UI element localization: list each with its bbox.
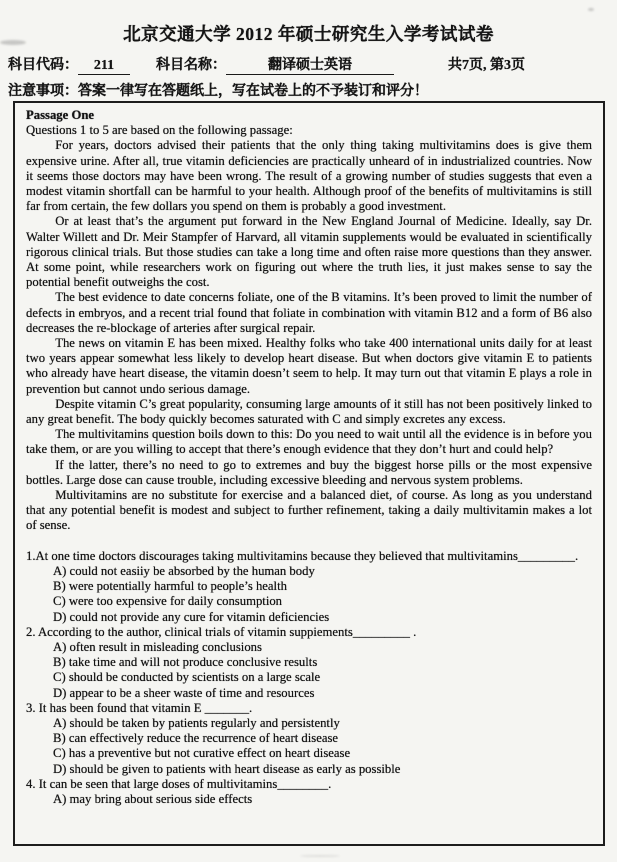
subject-code-label: 科目代码：	[8, 58, 78, 73]
notice-line	[0, 80, 617, 100]
question-option: B) can effectively reduce the recurrence of heart disease	[53, 731, 339, 746]
subject-name-label: 科目名称：	[156, 58, 226, 73]
page-title: 北京交通大学 2012 年硕士研究生入学考试试卷	[123, 24, 494, 44]
exam-content-box	[13, 101, 605, 846]
passage-paragraph: For years, doctors advised their patients that the only thing taking multivitamins does is give them expensive urine. After all, true vitamin deficiencies are practically unheard of in industrialized countries. Now it seems those doctors may have been wrong. The result of a growing number of studies suggests that even a modest vitamin shortfall can be harmful to your health. Although proof of the benefits of multivitamins is still far from certain, the few dollars you spend on them is probably a good investment.	[26, 138, 592, 214]
scan-artifact	[0, 40, 26, 45]
question-option: C) should be conducted by scientists on a large scale	[53, 670, 321, 685]
question-stem: 3. It has been found that vitamin E _______.	[26, 700, 253, 715]
question-stem: 1.At one time doctors discourages taking multivitamins because they believed that multivitamins_________.	[26, 548, 579, 563]
question-stem: 4. It can be seen that large doses of multivitamins________.	[26, 776, 332, 791]
scan-artifact	[588, 8, 594, 11]
question-option: D) should be given to patients with heart disease as early as possible	[53, 761, 401, 776]
passage-paragraph: Despite vitamin C’s great popularity, consuming large amounts of it still has not been positively linked to any great benefit. The body quickly becomes saturated with C and simply excretes any excess.	[26, 396, 592, 427]
question-option: D) appear to be a sheer waste of time and resources	[53, 685, 315, 700]
question-option: B) take time and will not produce conclusive results	[53, 655, 318, 670]
question-4	[26, 777, 592, 807]
passage-intro: Questions 1 to 5 are based on the following passage:	[26, 123, 293, 138]
subject-code-value: 211	[78, 59, 130, 75]
question-option: A) may bring about serious side effects	[53, 791, 253, 806]
question-2	[26, 625, 592, 701]
passage-paragraph: The multivitamins question boils down to this: Do you need to wait until all the evidence is in before you take them, or are you willing to accept that there’s enough evidence that they don’t hurt and could help?	[26, 427, 592, 457]
exam-header	[0, 0, 617, 100]
passage-heading: Passage One	[26, 108, 95, 122]
question-option: C) has a preventive but not curative effect on heart disease	[53, 746, 351, 761]
notice-label: 注意事项：	[8, 83, 78, 99]
question-option: A) should be taken by patients regularly and persistently	[53, 715, 340, 730]
passage-paragraph: The news on vitamin E has been mixed. Healthy folks who take 400 international units daily for at least two years appear somewhat less likely to develop heart disease. But when doctors give vitamin E to patients who already have heart disease, the vitamin doesn’t seem to help. It may turn out that vitamin E plays a role in prevention but cannot undo serious damage.	[26, 336, 592, 396]
question-options	[26, 564, 592, 625]
question-stem: 2. According to the author, clinical trials of vitamin suppiements_________ .	[26, 624, 417, 639]
passage-paragraph: If the latter, there’s no need to go to extremes and buy the biggest horse pills or the most expensive bottles. Large dose can cause trouble, including excessive bleeding and nervous system problems.	[26, 457, 592, 487]
question-option: A) often result in misleading conclusions	[53, 639, 262, 654]
passage-paragraph: The best evidence to date concerns foliate, one of the B vitamins. It’s been proved to limit the number of defects in embryos, and a recent trial found that foliate in combination with vitamin B12 and a form of B6 also decreases the re-blockage of arteries after surgical repair.	[26, 290, 592, 335]
question-option: C) were too expensive for daily consumption	[53, 594, 283, 609]
scan-artifact	[300, 855, 340, 857]
question-3	[26, 701, 592, 777]
notice-text: 答案一律写在答题纸上，写在试卷上的不予装订和评分！	[78, 83, 428, 99]
question-options	[26, 716, 592, 777]
questions-section	[26, 549, 592, 807]
question-options	[26, 792, 592, 807]
question-options	[26, 640, 592, 701]
question-option: B) were potentially harmful to people’s health	[53, 579, 287, 594]
question-1	[26, 549, 592, 625]
page-count-info: 共7页, 第3页	[448, 58, 525, 73]
subject-name-value: 翻译硕士英语	[226, 59, 394, 75]
passage-paragraph: Multivitamins are no substitute for exercise and a balanced diet, of course. As long as you understand that any potential benefit is modest and subject to further refinement, taking a daily multivitamin makes a lot of sense.	[26, 488, 592, 533]
question-option: D) could not provide any cure for vitamin deficiencies	[53, 609, 330, 624]
question-option: A) could not easiiy be absorbed by the human body	[53, 563, 315, 578]
subject-meta-line	[0, 54, 617, 75]
passage-paragraph: Or at least that’s the argument put forward in the New England Journal of Medicine. Ideally, say Dr. Walter Willett and Dr. Meir Stampfer of Harvard, all vitamin supplements would be evaluated in scientifically rigorous clinical trials. But those studies can take a long time and often raise more questions than they answer. At some point, while researchers work on figuring out where the truth lies, it just makes sense to say the potential benefit outweighs the cost.	[26, 214, 592, 290]
